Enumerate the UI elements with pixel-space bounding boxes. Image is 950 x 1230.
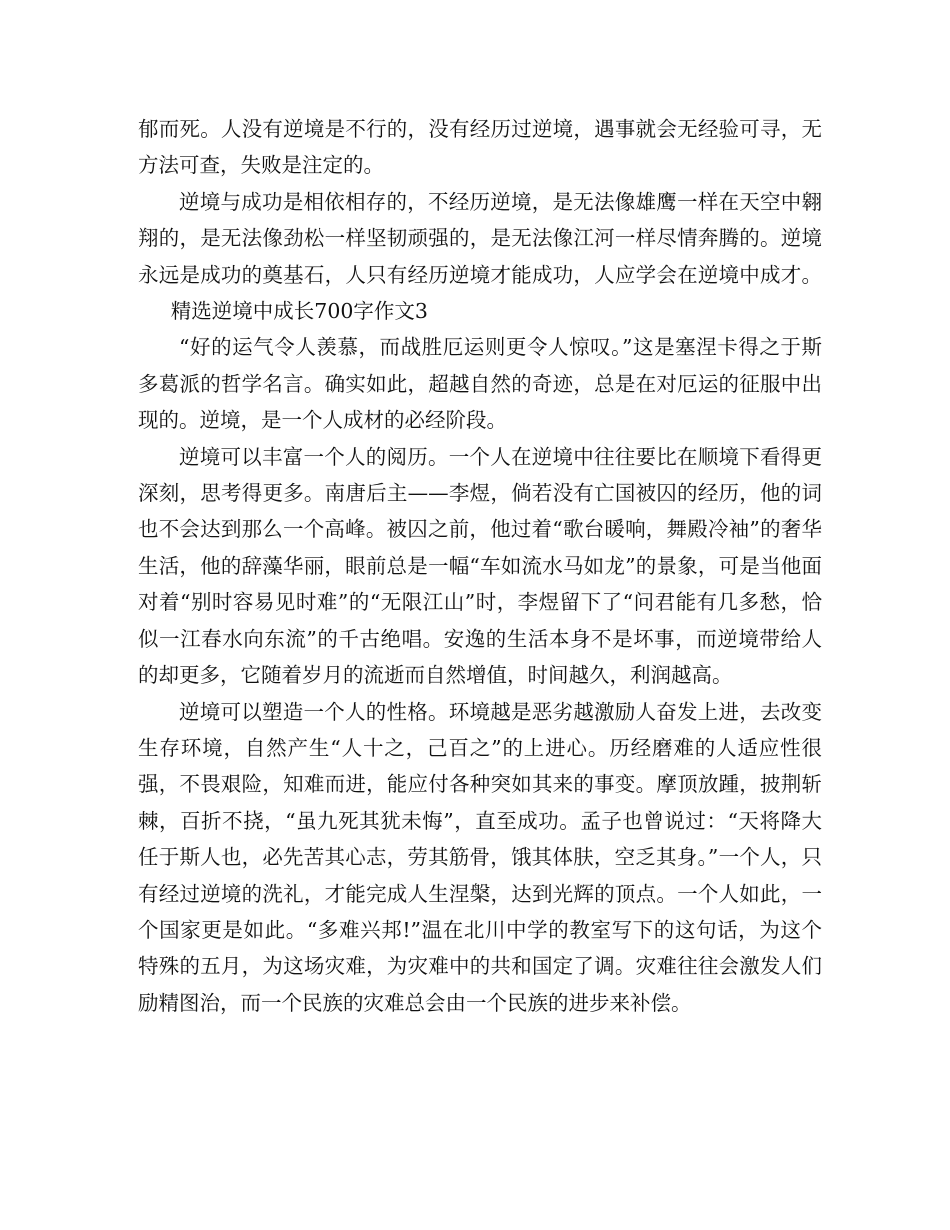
paragraph-5-text: 逆境可以塑造一个人的性格。环境越是恶劣越激励人奋发上进，去改变生存环境，自然产生“人十之，己百之”的上进心。历经磨难的人适应性很强，不畏艰险，知难而进，能应付各种突如其来的事变。摩顶放踵，披荆斩棘，百折不挠，“虽九死其犹未悔”，直至成功。孟子也曾说过：“天将降大任于斯人也，必先苦其心志，劳其筋骨，饿其体肤，空乏其身。”一个人，只有经过逆境的洗礼，才能完成人生涅槃，达到光辉的顶点。一个人如此，一个国家更是如此。“多难兴邦!”温在北川中学的教室写下的这句话，为这个特殊的五月，为这场灾难，为灾难中的共和国定了调。灾难往往会激发人们励精图治，而一个民族的灾难总会由一个民族的进步来补偿。 (138, 699, 822, 1015)
paragraph-2 (138, 184, 822, 330)
paragraph-3-text: “好的运气令人羡慕，而战胜厄运则更令人惊叹。”这是塞涅卡得之于斯多葛派的哲学名言。确实如此，超越自然的奇迹，总是在对厄运的征服中出现的。逆境，是一个人成材的必经阶段。 (138, 335, 822, 433)
document-body (138, 111, 822, 1021)
paragraph-1 (138, 111, 822, 184)
paragraph-4 (138, 439, 822, 694)
paragraph-3 (138, 329, 822, 438)
section-heading: 精选逆境中成长700字作文3 (170, 299, 428, 324)
paragraph-4-text: 逆境可以丰富一个人的阅历。一个人在逆境中往往要比在顺境下看得更深刻，思考得更多。南唐后主——李煜，倘若没有亡国被囚的经历，他的词也不会达到那么一个高峰。被囚之前，他过着“歌台暖响，舞殿冷袖”的奢华生活，他的辞藻华丽，眼前总是一幅“车如流水马如龙”的景象，可是当他面对着“别时容易见时难”的“无限江山”时，李煜留下了“问君能有几多愁，恰似一江春水向东流”的千古绝唱。安逸的生活本身不是坏事，而逆境带给人的却更多，它随着岁月的流逝而自然增值，时间越久，利润越高。 (138, 444, 822, 688)
paragraph-2-text: 逆境与成功是相依相存的，不经历逆境，是无法像雄鹰一样在天空中翱翔的，是无法像劲松一样坚韧顽强的，是无法像江河一样尽情奔腾的。逆境永远是成功的奠基石，人只有经历逆境才能成功，人应学会在逆境中成才。 (138, 189, 822, 287)
paragraph-1-text: 郁而死。人没有逆境是不行的，没有经历过逆境，遇事就会无经验可寻，无方法可查，失败是注定的。 (138, 117, 822, 178)
paragraph-5 (138, 694, 822, 1022)
